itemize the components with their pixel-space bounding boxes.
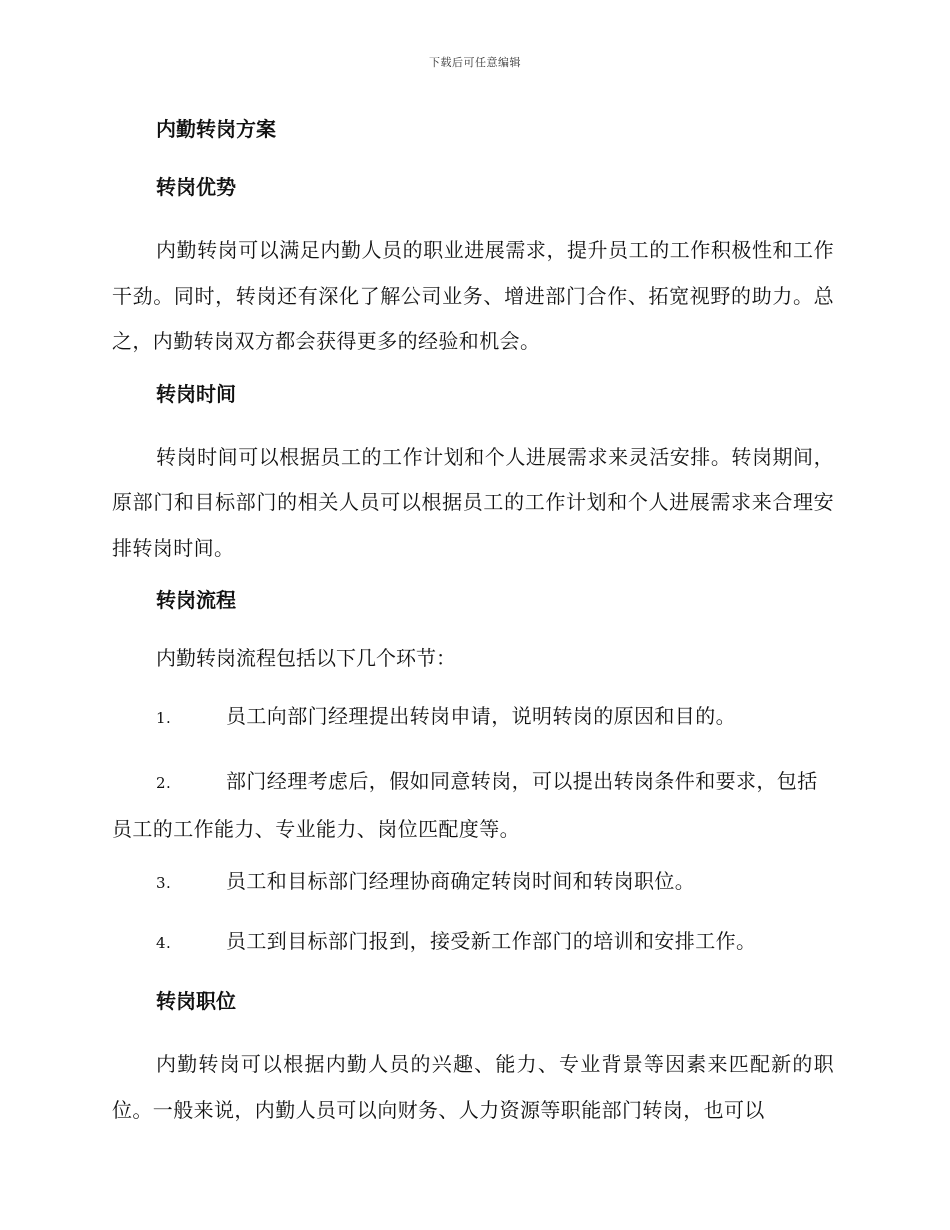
header-note: 下载后可任意编辑 bbox=[429, 56, 521, 69]
document-title: 内勤转岗方案 bbox=[156, 117, 276, 141]
section-heading-position: 转岗职位 bbox=[156, 989, 236, 1013]
step-text: 部门经理考虑后，假如同意转岗，可以提出转岗条件和要求，包括员工的工作能力、专业能力、岗位匹配度等。 bbox=[112, 769, 818, 841]
step-text: 员工到目标部门报到，接受新工作部门的培训和安排工作。 bbox=[226, 929, 757, 953]
section-paragraph-time: 转岗时间可以根据员工的工作计划和个人进展需求来灵活安排。转岗期间，原部门和目标部门的相关人员可以根据员工的工作计划和个人进展需求来合理安排转岗时间。 bbox=[112, 444, 834, 560]
process-step bbox=[112, 864, 834, 900]
step-number: 4. bbox=[156, 934, 172, 952]
step-text: 员工和目标部门经理协商确定转岗时间和转岗职位。 bbox=[226, 869, 696, 893]
section-heading-process: 转岗流程 bbox=[156, 588, 236, 612]
step-text: 员工向部门经理提出转岗申请，说明转岗的原因和目的。 bbox=[226, 704, 736, 728]
section-heading-time: 转岗时间 bbox=[156, 381, 236, 406]
process-step bbox=[112, 699, 834, 735]
document-body bbox=[112, 112, 834, 1145]
process-intro: 内勤转岗流程包括以下几个环节： bbox=[156, 646, 456, 670]
process-step bbox=[112, 759, 834, 852]
step-number: 1. bbox=[156, 709, 172, 727]
section-heading-advantage: 转岗优势 bbox=[156, 175, 236, 199]
step-number: 3. bbox=[156, 874, 172, 892]
section-paragraph-position: 内勤转岗可以根据内勤人员的兴趣、能力、专业背景等因素来匹配新的职位。一般来说，内勤人员可以向财务、人力资源等职能部门转岗，也可以 bbox=[112, 1052, 834, 1122]
process-step bbox=[112, 924, 834, 960]
step-number: 2. bbox=[156, 774, 172, 792]
section-paragraph-advantage: 内勤转岗可以满足内勤人员的职业进展需求，提升员工的工作积极性和工作干劲。同时，转岗还有深化了解公司业务、增进部门合作、拓宽视野的助力。总之，内勤转岗双方都会获得更多的经验和机会。 bbox=[112, 238, 834, 353]
